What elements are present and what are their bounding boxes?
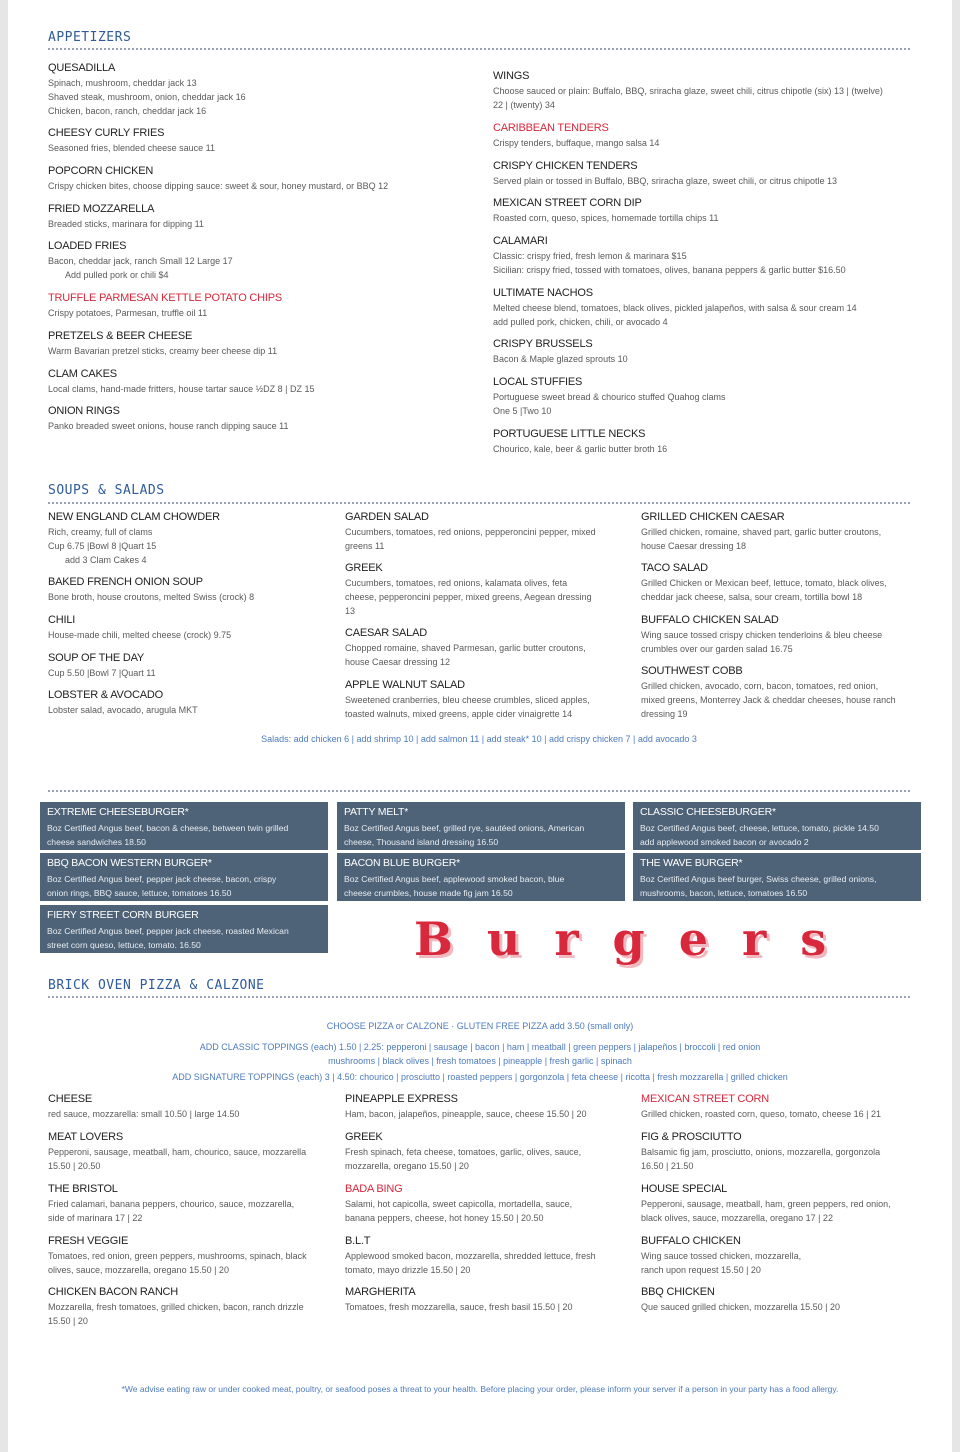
menu-item-name: CHILI [48,614,76,626]
menu-item-lobster-avocado [48,689,328,717]
menu-item-description: Classic: crispy fried, fresh lemon & marinara $15 [493,251,687,261]
menu-item-description: Cucumbers, tomatoes, red onions, pepperoncini pepper, mixed [345,527,596,537]
menu-item-ultimate-nachos [493,287,913,329]
burger-item-bbq-bacon-western-burger [40,853,328,901]
pizza-divider [48,996,910,998]
menu-item-description: 16.50 | 21.50 [641,1161,694,1171]
menu-item-description: Grilled chicken, avocado, corn, bacon, tomatoes, red onion, [641,681,879,691]
burger-description: add applewood smoked bacon or avocado 2 [640,837,809,847]
menu-item-description: Salami, hot capicolla, sweet capicolla, mortadella, sauce, [345,1199,573,1209]
menu-item-name: NEW ENGLAND CLAM CHOWDER [48,511,220,523]
menu-item-description: Grilled chicken, roasted corn, queso, tomato, cheese 16 | 21 [641,1109,881,1119]
menu-item-name: FIG & PROSCIUTTO [641,1131,742,1143]
menu-item-description: olives, sauce, mozzarella, oregano 15.50 | 20 [48,1265,229,1275]
menu-item-name: SOUP OF THE DAY [48,652,145,664]
menu-item-description: Bacon, cheddar jack, ranch Small 12 Large 17 [48,256,233,266]
menu-item-description: red sauce, mozzarella: small 10.50 | large 14.50 [48,1109,240,1119]
menu-item-description: Chopped romaine, shaved Parmesan, garlic butter croutons, [345,643,586,653]
burger-description: mushrooms, bacon, lettuce, tomatoes 16.50 [640,888,808,898]
menu-item-description: black olives, sauce, mozzarella, oregano 17 | 22 [641,1213,833,1223]
menu-item-chili [48,614,328,642]
menu-item-description: Cup 5.50 |Bowl 7 |Quart 11 [48,668,156,678]
menu-item-description: Portuguese sweet bread & chourico stuffed Quahog clams [493,392,726,402]
menu-item-name: CHEESY CURLY FRIES [48,127,165,139]
menu-item-calamari [493,235,913,277]
menu-item-name: GREEK [345,1131,383,1143]
menu-item-description: 22 | (twenty) 34 [493,100,555,110]
menu-item-description: tomato, mayo drizzle 15.50 | 20 [345,1265,471,1275]
menu-item-description: Ham, bacon, jalapeños, pineapple, sauce, cheese 15.50 | 20 [345,1109,587,1119]
menu-item-crispy-chicken-tenders [493,160,913,188]
menu-item-description: 15.50 | 20 [48,1316,88,1326]
menu-item-name: MEXICAN STREET CORN [641,1093,770,1105]
menu-item-description: Sweetened cranberries, bleu cheese crumbles, sliced apples, [345,695,590,705]
menu-item-description: banana peppers, cheese, hot honey 15.50 | 20.50 [345,1213,544,1223]
menu-item-meat-lovers [48,1131,328,1173]
menu-item-mexican-street-corn-dip [493,197,913,225]
menu-item-description: Bone broth, house croutons, melted Swiss (crock) 8 [48,592,255,602]
menu-item-description: Balsamic fig jam, prosciutto, onions, mozzarella, gorgonzola [641,1147,881,1157]
menu-item-description: Spinach, mushroom, cheddar jack 13 [48,78,197,88]
menu-item-bada-bing [345,1183,625,1225]
burger-description: street corn queso, lettuce, tomato. 16.50 [47,940,201,950]
menu-item-popcorn-chicken [48,165,468,193]
menu-item-description: house Caesar dressing 18 [641,541,747,551]
menu-item-loaded-fries [48,240,468,282]
menu-item-name: LOCAL STUFFIES [493,376,583,388]
salad-addons-note: Salads: add chicken 6 | add shrimp 10 | add salmon 11 | add steak* 10 | add crispy chicken 7 | add avocado 3 [261,734,697,744]
menu-item-description: add pulled pork, chicken, chili, or avocado 4 [493,317,668,327]
menu-item-fried-mozzarella [48,203,468,231]
menu-item-local-stuffies [493,376,913,418]
menu-item-greek [345,562,625,618]
menu-item-description: mozzarella, oregano 15.50 | 20 [345,1161,469,1171]
menu-item-description: side of marinara 17 | 22 [48,1213,143,1223]
menu-item-description: Crispy chicken bites, choose dipping sauce: sweet & sour, honey mustard, or BBQ 12 [48,181,389,191]
menu-item-wings [493,70,913,112]
burger-description: Boz Certified Angus beef, bacon & cheese, between twin grilled [47,823,289,833]
menu-item-description: Cucumbers, tomatoes, red onions, kalamata olives, feta [345,578,568,588]
burger-description: cheese sandwiches 18.50 [47,837,146,847]
burger-description: Boz Certified Angus beef, pepper jack cheese, roasted Mexican [47,926,289,936]
menu-item-description: Roasted corn, queso, spices, homemade tortilla chips 11 [493,213,719,223]
menu-item-description: Bacon & Maple glazed sprouts 10 [493,354,628,364]
menu-item-description: toasted walnuts, mixed greens, apple cider vinaigrette 14 [345,709,573,719]
menu-item-description: Lobster salad, avocado, arugula MKT [48,705,198,715]
menu-item-description: House-made chili, melted cheese (crock) 9.75 [48,630,232,640]
menu-item-greek [345,1131,625,1173]
menu-item-apple-walnut-salad [345,679,625,721]
menu-item-soup-of-the-day [48,652,328,680]
menu-item-chicken-bacon-ranch [48,1286,328,1328]
menu-item-name: QUESADILLA [48,62,116,74]
menu-item-description: Seasoned fries, blended cheese sauce 11 [48,143,215,153]
menu-item-description: 13 [345,606,356,616]
burger-description: cheese, Thousand island dressing 16.50 [344,837,499,847]
menu-item-cheesy-curly-fries [48,127,468,155]
menu-item-description: Tomatoes, fresh mozzarella, sauce, fresh basil 15.50 | 20 [345,1302,573,1312]
menu-item-clam-cakes [48,368,468,396]
soups-salads-title: SOUPS & SALADS [48,483,165,498]
menu-item-description: Que sauced grilled chicken, mozzarella 15.50 | 20 [641,1302,840,1312]
menu-item-name: PINEAPPLE EXPRESS [345,1093,458,1105]
burger-description: Boz Certified Angus beef burger, Swiss cheese, grilled onions, [640,874,877,884]
menu-item-name: B.L.T [345,1235,371,1247]
menu-item-name: BAKED FRENCH ONION SOUP [48,576,203,588]
menu-item-portuguese-little-necks [493,428,913,456]
allergy-footer-note: *We advise eating raw or under cooked meat, poultry, or seafood poses a threat to your health. Before placing your order, please inform your server if a person in your party has a food allergy. [121,1384,839,1394]
pizza-title: BRICK OVEN PIZZA & CALZONE [48,978,265,993]
menu-item-grilled-chicken-caesar [641,511,921,553]
menu-item-description: Crispy tenders, buffaque, mango salsa 14 [493,138,660,148]
menu-item-name: LOBSTER & AVOCADO [48,689,163,701]
menu-item-addon: Add pulled pork or chili $4 [65,270,169,280]
burger-item-bacon-blue-burger [337,853,625,901]
menu-item-name: LOADED FRIES [48,240,127,252]
burger-description: Boz Certified Angus beef, pepper jack cheese, bacon, crispy [47,874,277,884]
menu-item-description: Local clams, hand-made fritters, house tartar sauce ½DZ 8 | DZ 15 [48,384,315,394]
menu-item-pineapple-express [345,1093,625,1121]
menu-item-name: TACO SALAD [641,562,708,574]
menu-item-name: WINGS [493,70,530,82]
menu-item-buffalo-chicken [641,1235,921,1277]
menu-item-addon: add 3 Clam Cakes 4 [65,555,147,565]
menu-item-house-special [641,1183,921,1225]
menu-item-description: Breaded sticks, marinara for dipping 11 [48,219,204,229]
burgers-heading: Burgers [414,912,861,966]
menu-item-garden-salad [345,511,625,553]
menu-item-description: ranch upon request 15.50 | 20 [641,1265,761,1275]
menu-item-name: FRESH VEGGIE [48,1235,129,1247]
burger-item-the-wave-burger [633,853,921,901]
menu-item-description: Crispy potatoes, Parmesan, truffle oil 11 [48,308,208,318]
menu-item-description: dressing 19 [641,709,688,719]
classic-toppings-line-2: mushrooms | black olives | fresh tomatoes | pineapple | fresh garlic | spinach [328,1056,632,1066]
menu-item-name: BUFFALO CHICKEN SALAD [641,614,779,626]
menu-item-description: Wing sauce tossed crispy chicken tenderloins & bleu cheese [641,630,883,640]
menu-item-description: Melted cheese blend, tomatoes, black olives, pickled jalapeños, with salsa & sour cream 14 [493,303,857,313]
menu-item-name: CRISPY BRUSSELS [493,338,593,350]
menu-item-name: CLAM CAKES [48,368,117,380]
menu-item-name: MEXICAN STREET CORN DIP [493,197,642,209]
burger-name: BACON BLUE BURGER* [344,857,461,869]
burger-item-fiery-street-corn-burger [40,905,328,953]
menu-item-name: CALAMARI [493,235,548,247]
burger-name: PATTY MELT* [344,806,409,818]
menu-item-name: CARIBBEAN TENDERS [493,122,609,134]
menu-item-b-l-t [345,1235,625,1277]
menu-item-description: 15.50 | 20.50 [48,1161,101,1171]
menu-item-new-england-clam-chowder [48,511,328,567]
menu-item-mexican-street-corn [641,1093,921,1121]
menu-item-name: CHEESE [48,1093,93,1105]
burger-description: Boz Certified Angus beef, cheese, lettuce, tomato, pickle 14.50 [640,823,879,833]
menu-item-the-bristol [48,1183,328,1225]
menu-item-name: CRISPY CHICKEN TENDERS [493,160,638,172]
burger-description: onion rings, BBQ sauce, lettuce, tomatoes 16.50 [47,888,232,898]
menu-item-description: Applewood smoked bacon, mozzarella, shredded lettuce, fresh [345,1251,596,1261]
menu-item-bbq-chicken [641,1286,921,1314]
menu-item-southwest-cobb [641,665,921,721]
menu-item-name: PORTUGUESE LITTLE NECKS [493,428,646,440]
burgers-divider [48,790,910,792]
pizza-choose-note: CHOOSE PIZZA or CALZONE · GLUTEN FREE PIZZA add 3.50 (small only) [326,1021,634,1031]
menu-item-description: cheddar jack cheese, salsa, sour cream, tortilla bowl 18 [641,592,863,602]
menu-item-quesadilla [48,62,468,118]
menu-item-onion-rings [48,405,468,433]
menu-item-name: GREEK [345,562,383,574]
burger-item-classic-cheeseburger [633,802,921,850]
menu-item-name: APPLE WALNUT SALAD [345,679,465,691]
menu-item-cheese [48,1093,328,1121]
menu-item-description: crumbles over our garden salad 16.75 [641,644,793,654]
menu-item-name: SOUTHWEST COBB [641,665,743,677]
menu-item-caesar-salad [345,627,625,669]
menu-item-name: GARDEN SALAD [345,511,429,523]
menu-item-description: Wing sauce tossed chicken, mozzarella, [641,1251,802,1261]
menu-item-name: HOUSE SPECIAL [641,1183,728,1195]
menu-item-description: Pepperoni, sausage, meatball, ham, chourico, sauce, mozzarella [48,1147,307,1157]
menu-item-pretzels-beer-cheese [48,330,468,358]
burger-item-patty-melt [337,802,625,850]
menu-item-name: TRUFFLE PARMESAN KETTLE POTATO CHIPS [48,292,283,304]
menu-item-buffalo-chicken-salad [641,614,921,656]
menu-item-baked-french-onion-soup [48,576,328,604]
menu-item-description: Grilled Chicken or Mexican beef, lettuce, tomato, black olives, [641,578,887,588]
menu-item-description: Rich, creamy, full of clams [48,527,153,537]
menu-item-description: Pepperoni, sausage, meatball, ham, green peppers, red onion, [641,1199,891,1209]
menu-item-name: CAESAR SALAD [345,627,427,639]
menu-item-description: Chourico, kale, beer & garlic butter broth 16 [493,444,668,454]
menu-item-name: PRETZELS & BEER CHEESE [48,330,193,342]
menu-item-name: MEAT LOVERS [48,1131,124,1143]
menu-item-truffle-parmesan-kettle-potato-chips [48,292,468,320]
burger-description: Boz Certified Angus beef, grilled rye, sautéed onions, American [344,823,585,833]
menu-item-name: ONION RINGS [48,405,120,417]
menu-item-description: Fried calamari, banana peppers, chourico, sauce, mozzarella, [48,1199,295,1209]
burger-name: EXTREME CHEESEBURGER* [47,806,189,818]
menu-item-description: One 5 |Two 10 [493,406,552,416]
menu-item-name: BADA BING [345,1183,403,1195]
menu-item-name: BUFFALO CHICKEN [641,1235,741,1247]
menu-item-name: ULTIMATE NACHOS [493,287,593,299]
menu-item-description: cheese, pepperoncini pepper, mixed greens, Aegean dressing [345,592,592,602]
burger-name: FIERY STREET CORN BURGER [47,909,199,921]
soups-divider [48,502,910,504]
menu-item-description: Mozzarella, fresh tomatoes, grilled chicken, bacon, ranch drizzle [48,1302,304,1312]
burger-description: Boz Certified Angus beef, applewood smoked bacon, blue [344,874,565,884]
menu-item-name: THE BRISTOL [48,1183,118,1195]
menu-item-name: MARGHERITA [345,1286,416,1298]
menu-item-description: Chicken, bacon, ranch, cheddar jack 16 [48,106,207,116]
menu-item-taco-salad [641,562,921,604]
burger-name: CLASSIC CHEESEBURGER* [640,806,776,818]
menu-item-description: Shaved steak, mushroom, onion, cheddar jack 16 [48,92,246,102]
menu-item-description: Warm Bavarian pretzel sticks, creamy beer cheese dip 11 [48,346,278,356]
menu-item-name: CHICKEN BACON RANCH [48,1286,179,1298]
menu-item-margherita [345,1286,625,1314]
classic-toppings-line-1: ADD CLASSIC TOPPINGS (each) 1.50 | 2.25: pepperoni | sausage | bacon | ham | meatball | green peppers | jalapeños | broccoli | red onion [199,1042,761,1052]
menu-item-name: POPCORN CHICKEN [48,165,154,177]
menu-item-caribbean-tenders [493,122,913,150]
menu-item-name: FRIED MOZZARELLA [48,203,155,215]
menu-item-description: Panko breaded sweet onions, house ranch dipping sauce 11 [48,421,289,431]
menu-item-description: Cup 6.75 |Bowl 8 |Quart 15 [48,541,157,551]
menu-item-description: Choose sauced or plain: Buffalo, BBQ, sriracha glaze, sweet chili, citrus chipotle (six) 13 | (twelve) [493,86,883,96]
menu-item-description: Fresh spinach, feta cheese, tomatoes, garlic, olives, sauce, [345,1147,582,1157]
menu-item-description: Served plain or tossed in Buffalo, BBQ, sriracha glaze, sweet chili, or citrus chipotle 13 [493,176,838,186]
menu-item-fig-prosciutto [641,1131,921,1173]
burger-name: BBQ BACON WESTERN BURGER* [47,857,212,869]
burger-name: THE WAVE BURGER* [640,857,743,869]
burger-item-extreme-cheeseburger [40,802,328,850]
menu-item-crispy-brussels [493,338,913,366]
menu-item-name: GRILLED CHICKEN CAESAR [641,511,785,523]
appetizers-divider [48,48,910,50]
menu-item-description: mixed greens, Monterrey Jack & cheddar cheeses, house ranch [641,695,896,705]
menu-item-fresh-veggie [48,1235,328,1277]
menu-item-description: Grilled chicken, romaine, shaved part, garlic butter croutons, [641,527,882,537]
menu-item-name: BBQ CHICKEN [641,1286,715,1298]
appetizers-title: APPETIZERS [48,30,132,45]
menu-item-description: Sicilian: crispy fried, tossed with tomatoes, olives, banana peppers & garlic butter $16.50 [493,265,846,275]
menu-item-description: greens 11 [345,541,385,551]
burger-description: cheese crumbles, house made fig jam 16.50 [344,888,513,898]
signature-toppings: ADD SIGNATURE TOPPINGS (each) 3 | 4.50: chourico | prosciutto | roasted peppers | gorgonzola | feta cheese | ricotta | fresh mozzarella | grilled chicken [172,1072,788,1082]
menu-item-description: house Caesar dressing 12 [345,657,451,667]
menu-item-description: Tomatoes, red onion, green peppers, mushrooms, spinach, black [48,1251,307,1261]
